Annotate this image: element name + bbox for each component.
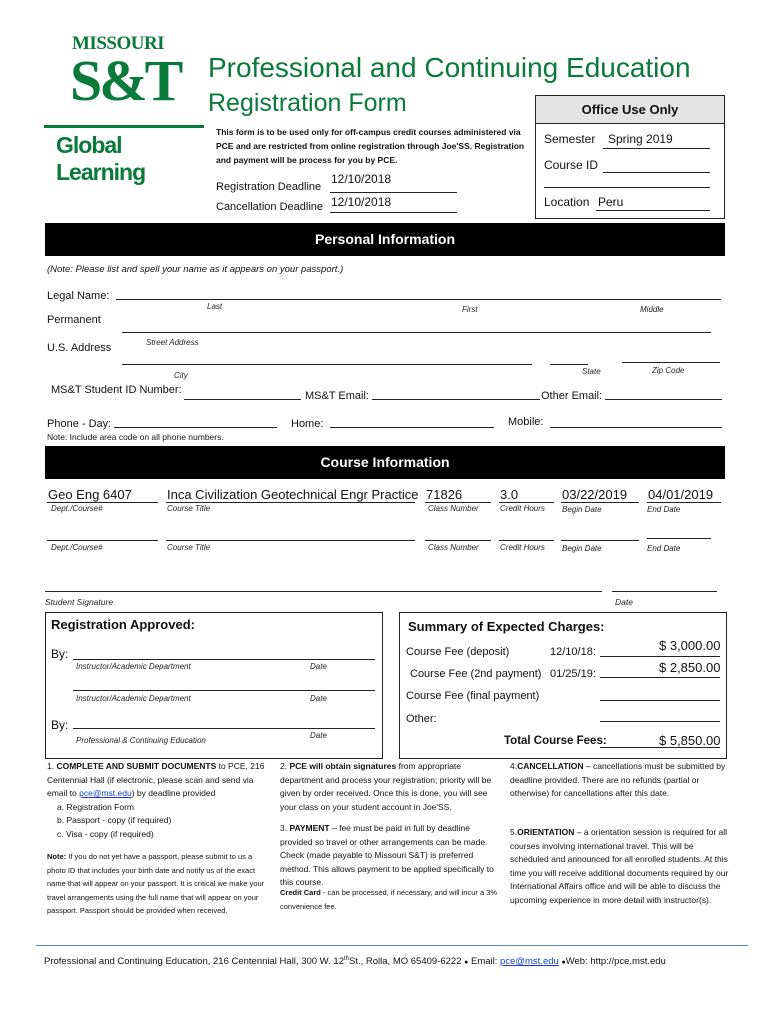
city-caption: City bbox=[174, 371, 188, 380]
course-id-label: Course ID bbox=[544, 158, 599, 172]
course-title-field[interactable]: Inca Civilization Geotechnical Engr Practice bbox=[167, 487, 419, 502]
registration-approved-title: Registration Approved: bbox=[51, 617, 195, 632]
total-fees-field[interactable]: $ 5,850.00 bbox=[659, 733, 721, 748]
signature-date-caption: Date bbox=[615, 597, 633, 607]
title-caption-1: Course Title bbox=[167, 504, 211, 513]
instruction-5-number: 5. bbox=[510, 827, 518, 837]
instruction-2-text: from appropriate department and process your registration; priority will be given by order received. Once this is done, you will see your class on your student account in Joe'SS. bbox=[280, 761, 492, 812]
instruction-5 bbox=[510, 826, 732, 907]
home-phone-label: Home: bbox=[291, 418, 324, 430]
class-number-field-2[interactable] bbox=[425, 540, 491, 541]
instruction-email-link[interactable]: pce@mst.edu bbox=[79, 788, 132, 798]
intro-text: This form is to be used only for off-campus credit courses administered via PCE and are restricted from online registration through Joe'SS. Registration and payment will be process for you by PCE. bbox=[216, 127, 525, 165]
student-signature-field[interactable] bbox=[45, 591, 602, 592]
location-label: Location bbox=[544, 195, 590, 209]
credit-card-note bbox=[280, 886, 498, 913]
footer-bullet-2: ● bbox=[561, 959, 566, 967]
footer bbox=[44, 956, 666, 967]
instruction-2 bbox=[280, 760, 498, 814]
instruction-1 bbox=[47, 760, 267, 841]
begin-date-field[interactable]: 03/22/2019 bbox=[562, 487, 628, 502]
legal-name-field[interactable] bbox=[116, 299, 721, 300]
permanent-label: Permanent bbox=[47, 314, 101, 326]
street-caption: Street Address bbox=[146, 338, 199, 347]
instruction-5-text: – a orientation session is required for all courses involving international travel. This will be scheduled and announced for all enrolled students. At this time you will receive additional documents required by our International Affairs office and will be able to discuss the upcoming experience in more detail with instructor(s). bbox=[510, 827, 729, 905]
instruction-2-number: 2. bbox=[280, 761, 288, 771]
class-caption-2: Class Number bbox=[428, 543, 479, 552]
instruction-1-text-end: ) by deadline provided bbox=[131, 788, 216, 798]
course-dept-field-2[interactable] bbox=[47, 540, 158, 541]
second-payment-amount-field[interactable]: $ 2,850.00 bbox=[659, 660, 721, 675]
last-caption: Last bbox=[207, 302, 223, 311]
total-fees-label: Total Course Fees: bbox=[504, 735, 607, 747]
signature-date-field[interactable] bbox=[612, 591, 717, 592]
registration-deadline-field[interactable]: 12/10/2018 bbox=[331, 172, 392, 186]
instruction-3-heading: PAYMENT bbox=[289, 823, 330, 833]
credit-caption-2: Credit Hours bbox=[500, 543, 545, 552]
begin-date-field-2[interactable] bbox=[561, 540, 639, 541]
state-caption: State bbox=[582, 367, 601, 376]
other-charges-field[interactable] bbox=[600, 721, 720, 722]
city-field[interactable] bbox=[122, 364, 532, 365]
instruction-1-text: to PCE, 216 Centennial Hall (if electronic, please scan and send via email to bbox=[47, 761, 265, 798]
end-date-field-2[interactable] bbox=[647, 538, 711, 539]
passport-note: (Note: Please list and spell your name as it appears on your passport.) bbox=[47, 264, 344, 275]
class-number-field[interactable]: 71826 bbox=[426, 487, 463, 502]
charges-title: Summary of Expected Charges: bbox=[408, 619, 605, 634]
phone-day-field[interactable] bbox=[114, 427, 277, 428]
zip-field[interactable] bbox=[622, 362, 720, 363]
date-caption-2: Date bbox=[310, 694, 327, 703]
student-signature-caption: Student Signature bbox=[45, 597, 114, 607]
instruction-3-number: 3. bbox=[280, 823, 288, 833]
cancellation-deadline-field[interactable]: 12/10/2018 bbox=[331, 195, 392, 209]
course-info-bar: Course Information bbox=[45, 446, 725, 479]
end-caption-1: End Date bbox=[647, 505, 681, 514]
footer-address: Professional and Continuing Education, 216 Centennial Hall, 300 W. 12 bbox=[44, 956, 344, 968]
logo bbox=[44, 33, 204, 185]
begin-caption-2: Begin Date bbox=[562, 544, 602, 553]
state-field[interactable] bbox=[550, 364, 588, 365]
final-payment-label: Course Fee (final payment) bbox=[406, 690, 540, 702]
credit-caption-1: Credit Hours bbox=[500, 504, 545, 513]
instruction-4-number: 4. bbox=[510, 761, 518, 771]
footer-sup: th bbox=[343, 956, 349, 962]
credit-card-text: - can be processed, if necessary, and will incur a 3% convenience fee. bbox=[280, 888, 498, 911]
credit-card-heading: Credit Card bbox=[280, 888, 321, 897]
semester-label: Semester bbox=[544, 132, 596, 146]
instruction-1-item-a: a. Registration Form bbox=[57, 801, 134, 812]
office-blank-field[interactable] bbox=[544, 187, 710, 188]
instructor-signature-field-1[interactable] bbox=[73, 659, 375, 660]
logo-rule bbox=[44, 125, 204, 128]
first-caption: First bbox=[462, 305, 478, 314]
deposit-amount-field[interactable]: $ 3,000.00 bbox=[659, 638, 721, 653]
instruction-1-number: 1. bbox=[47, 761, 55, 771]
date-caption-1: Date bbox=[310, 662, 327, 671]
dept-caption-1: Dept./Course# bbox=[51, 504, 103, 513]
phone-note: Note: Include area code on all phone numbers. bbox=[47, 432, 224, 442]
second-payment-date: 01/25/19: bbox=[550, 668, 596, 680]
instruction-3 bbox=[280, 822, 498, 890]
cancellation-deadline-label: Cancellation Deadline bbox=[216, 201, 324, 213]
legal-name-label: Legal Name: bbox=[47, 290, 110, 302]
student-id-label: MS&T Student ID Number: bbox=[51, 384, 182, 396]
pce-signature-field[interactable] bbox=[73, 728, 375, 729]
footer-web-link[interactable]: Web: http://pce.mst.edu bbox=[565, 956, 666, 968]
email-field[interactable] bbox=[372, 399, 540, 400]
passport-note-block bbox=[47, 850, 267, 918]
end-date-field[interactable]: 04/01/2019 bbox=[648, 487, 714, 502]
class-caption-1: Class Number bbox=[428, 504, 479, 513]
mobile-label: Mobile: bbox=[508, 416, 544, 428]
other-email-field[interactable] bbox=[605, 399, 722, 400]
logo-global-learning: Global Learning bbox=[56, 132, 146, 185]
second-payment-label: Course Fee (2nd payment) bbox=[410, 668, 542, 680]
pce-caption: Professional & Continuing Education bbox=[76, 736, 206, 745]
middle-caption: Middle bbox=[640, 305, 664, 314]
course-dept-field[interactable]: Geo Eng 6407 bbox=[48, 487, 132, 502]
office-use-title: Office Use Only bbox=[536, 96, 724, 124]
office-use-box bbox=[535, 95, 725, 219]
footer-email-link[interactable]: pce@mst.edu bbox=[500, 956, 559, 968]
other-email-label: Other Email: bbox=[541, 390, 603, 402]
course-title-field-2[interactable] bbox=[166, 540, 415, 541]
home-phone-field[interactable] bbox=[330, 427, 494, 428]
approval-by-label-2: By: bbox=[51, 718, 69, 732]
instruction-1-item-b: b. Passport - copy (if required) bbox=[57, 815, 172, 825]
deposit-date: 12/10/18: bbox=[550, 646, 596, 658]
instruction-4-text: – cancellations must be submitted by deadline provided. There are no refunds (partial or otherwise) for cancellations after this date. bbox=[510, 761, 726, 798]
credit-hours-field[interactable]: 3.0 bbox=[500, 487, 519, 502]
course-id-field[interactable] bbox=[603, 172, 710, 173]
footer-email-label: Email: bbox=[471, 956, 498, 968]
semester-field[interactable]: Spring 2019 bbox=[608, 132, 673, 146]
approval-by-label-1: By: bbox=[51, 647, 69, 661]
footer-address-end: St., Rolla, MO 65409-6222 bbox=[349, 956, 462, 968]
form-subtitle: Registration Form bbox=[208, 89, 407, 117]
instruction-1-heading: COMPLETE AND SUBMIT DOCUMENTS bbox=[56, 761, 217, 771]
dept-caption-2: Dept./Course# bbox=[51, 543, 103, 552]
passport-note-text: If you do not yet have a passport, please submit to us a photo ID that includes your birth date and notify us of the exact name that will appear on your passport. It is critical we make your travel arrangements using the full name that will appear on your passport. Passport should be provided when received. bbox=[47, 852, 265, 915]
phone-day-label: Phone - Day: bbox=[47, 418, 112, 430]
location-field[interactable]: Peru bbox=[598, 195, 624, 209]
personal-info-bar: Personal Information bbox=[45, 223, 725, 256]
instruction-4 bbox=[510, 760, 732, 801]
passport-note-heading: Note: bbox=[47, 852, 67, 861]
registration-deadline-label: Registration Deadline bbox=[216, 181, 322, 193]
instruction-3-text: – fee must be paid in full by deadline provided so travel or other arrangements can be made. Check (made payable to Missouri S&T) is preferred method. This allows payment to be applied specifically to this course. bbox=[280, 823, 494, 887]
instruction-4-heading: CANCELLATION bbox=[517, 761, 584, 771]
begin-caption-1: Begin Date bbox=[562, 505, 602, 514]
street-address-field[interactable] bbox=[122, 332, 711, 333]
title-caption-2: Course Title bbox=[167, 543, 211, 552]
us-address-label: U.S. Address bbox=[47, 342, 112, 354]
instruction-1-item-c: c. Visa - copy (if required) bbox=[57, 828, 154, 839]
instructor-caption-1: Instructor/Academic Department bbox=[76, 662, 191, 671]
logo-st: S&T bbox=[70, 48, 181, 113]
instruction-2-heading: PCE will obtain signatures bbox=[289, 761, 397, 771]
final-payment-amount-field[interactable] bbox=[600, 700, 720, 701]
credit-hours-field-2[interactable] bbox=[499, 540, 554, 541]
footer-rule bbox=[36, 945, 748, 946]
date-caption-3: Date bbox=[310, 731, 327, 740]
mobile-field[interactable] bbox=[550, 427, 722, 428]
logo-missouri: MISSOURI bbox=[72, 33, 165, 54]
instruction-5-heading: ORIENTATION bbox=[517, 827, 575, 837]
end-caption-2: End Date bbox=[647, 544, 681, 553]
email-label: MS&T Email: bbox=[305, 390, 369, 402]
instructor-signature-field-2[interactable] bbox=[73, 690, 375, 691]
footer-bullet-1: ● bbox=[464, 959, 469, 967]
instructor-caption-2: Instructor/Academic Department bbox=[76, 694, 191, 703]
zip-caption: Zip Code bbox=[652, 366, 685, 375]
other-charges-label: Other: bbox=[406, 713, 437, 725]
deposit-label: Course Fee (deposit) bbox=[406, 646, 510, 658]
student-id-field[interactable] bbox=[184, 399, 301, 400]
form-title: Professional and Continuing Education bbox=[208, 52, 691, 83]
